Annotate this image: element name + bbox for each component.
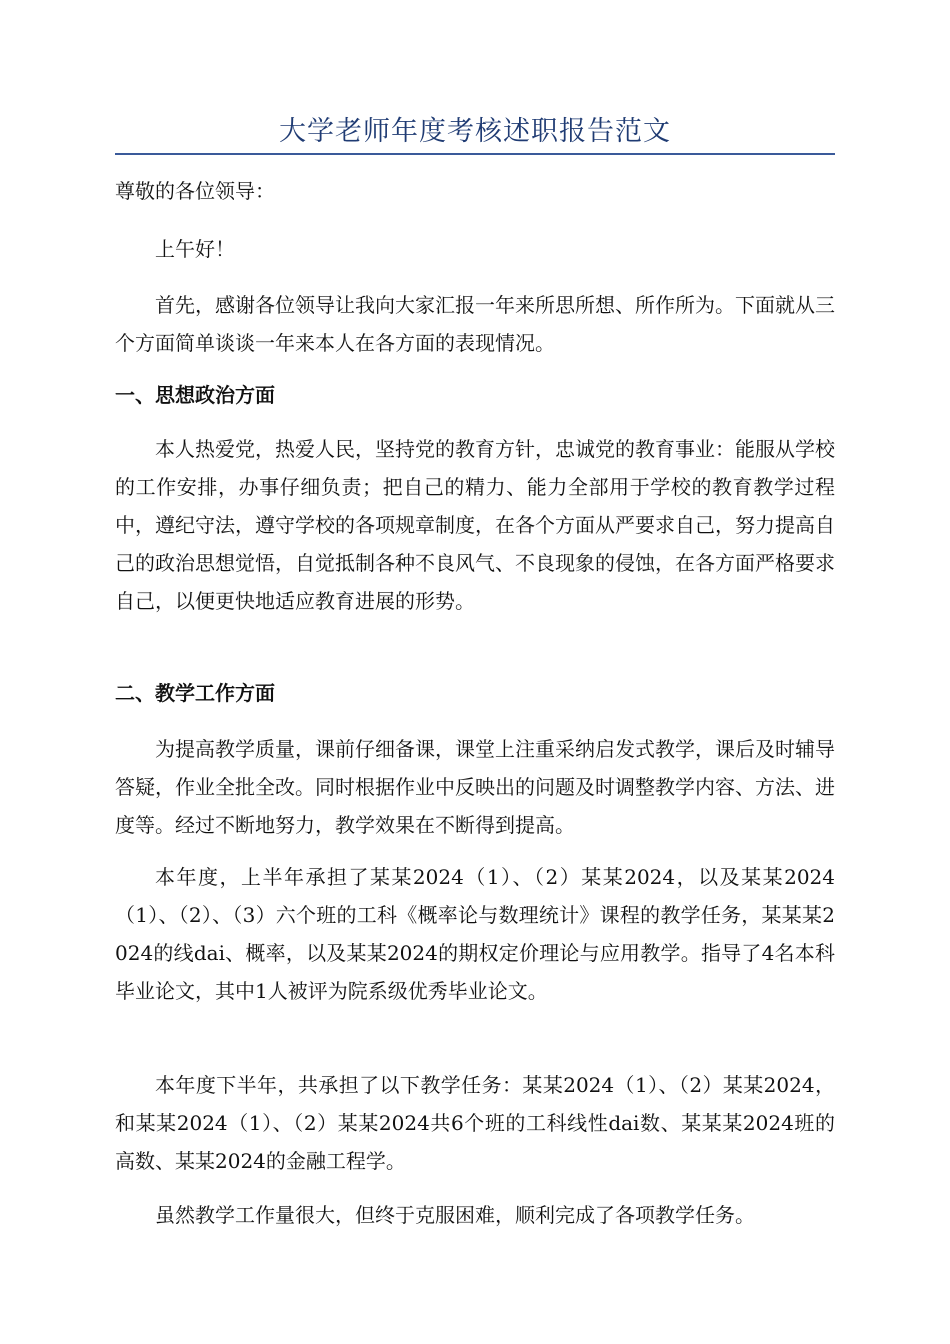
section-2-paragraph-3: 本年度下半年，共承担了以下教学任务：某某2024（1）、（2）某某2024，和某某2024（1）、（2）某某2024共6个班的工科线性dai数、某某某2024班的高数、某某2024的金融工程学。 (115, 1073, 835, 1173)
section-2-paragraph-2: 本年度，上半年承担了某某2024（1）、（2）某某2024，以及某某2024（1）、（2）、（3）六个班的工科《概率论与数理统计》课程的教学任务，某某某2024的线dai、概率，以及某某2024的期权定价理论与应用教学。指导了4名本科毕业论文，其中1人被评为院系级优秀毕业论文。 (115, 865, 835, 1003)
greeting: 上午好！ (155, 237, 235, 261)
salutation: 尊敬的各位领导： (115, 179, 275, 203)
section-1-body: 本人热爱党，热爱人民，坚持党的教育方针，忠诚党的教育事业：能服从学校的工作安排，办事仔细负责；把自己的精力、能力全部用于学校的教育教学过程中，遵纪守法，遵守学校的各项规章制度，在各个方面从严要求自己，努力提高自己的政治思想觉悟，自觉抵制各种不良风气、不良现象的侵蚀，在各方面严格要求自己，以便更快地适应教育进展的形势。 (115, 437, 835, 613)
section-1-heading: 一、思想政治方面 (115, 383, 275, 407)
section-2-paragraph-4: 虽然教学工作量很大，但终于克服困难，顺利完成了各项教学任务。 (155, 1203, 755, 1227)
section-2-heading: 二、教学工作方面 (115, 681, 275, 705)
title-underline (115, 153, 835, 155)
document-title: 大学老师年度考核述职报告范文 (279, 116, 671, 147)
section-2-paragraph-1: 为提高教学质量，课前仔细备课，课堂上注重采纳启发式教学，课后及时辅导答疑，作业全批全改。同时根据作业中反映出的问题及时调整教学内容、方法、进度等。经过不断地努力，教学效果在不断得到提高。 (115, 737, 835, 837)
intro-paragraph: 首先，感谢各位领导让我向大家汇报一年来所思所想、所作所为。下面就从三个方面简单谈谈一年来本人在各方面的表现情况。 (115, 293, 835, 355)
